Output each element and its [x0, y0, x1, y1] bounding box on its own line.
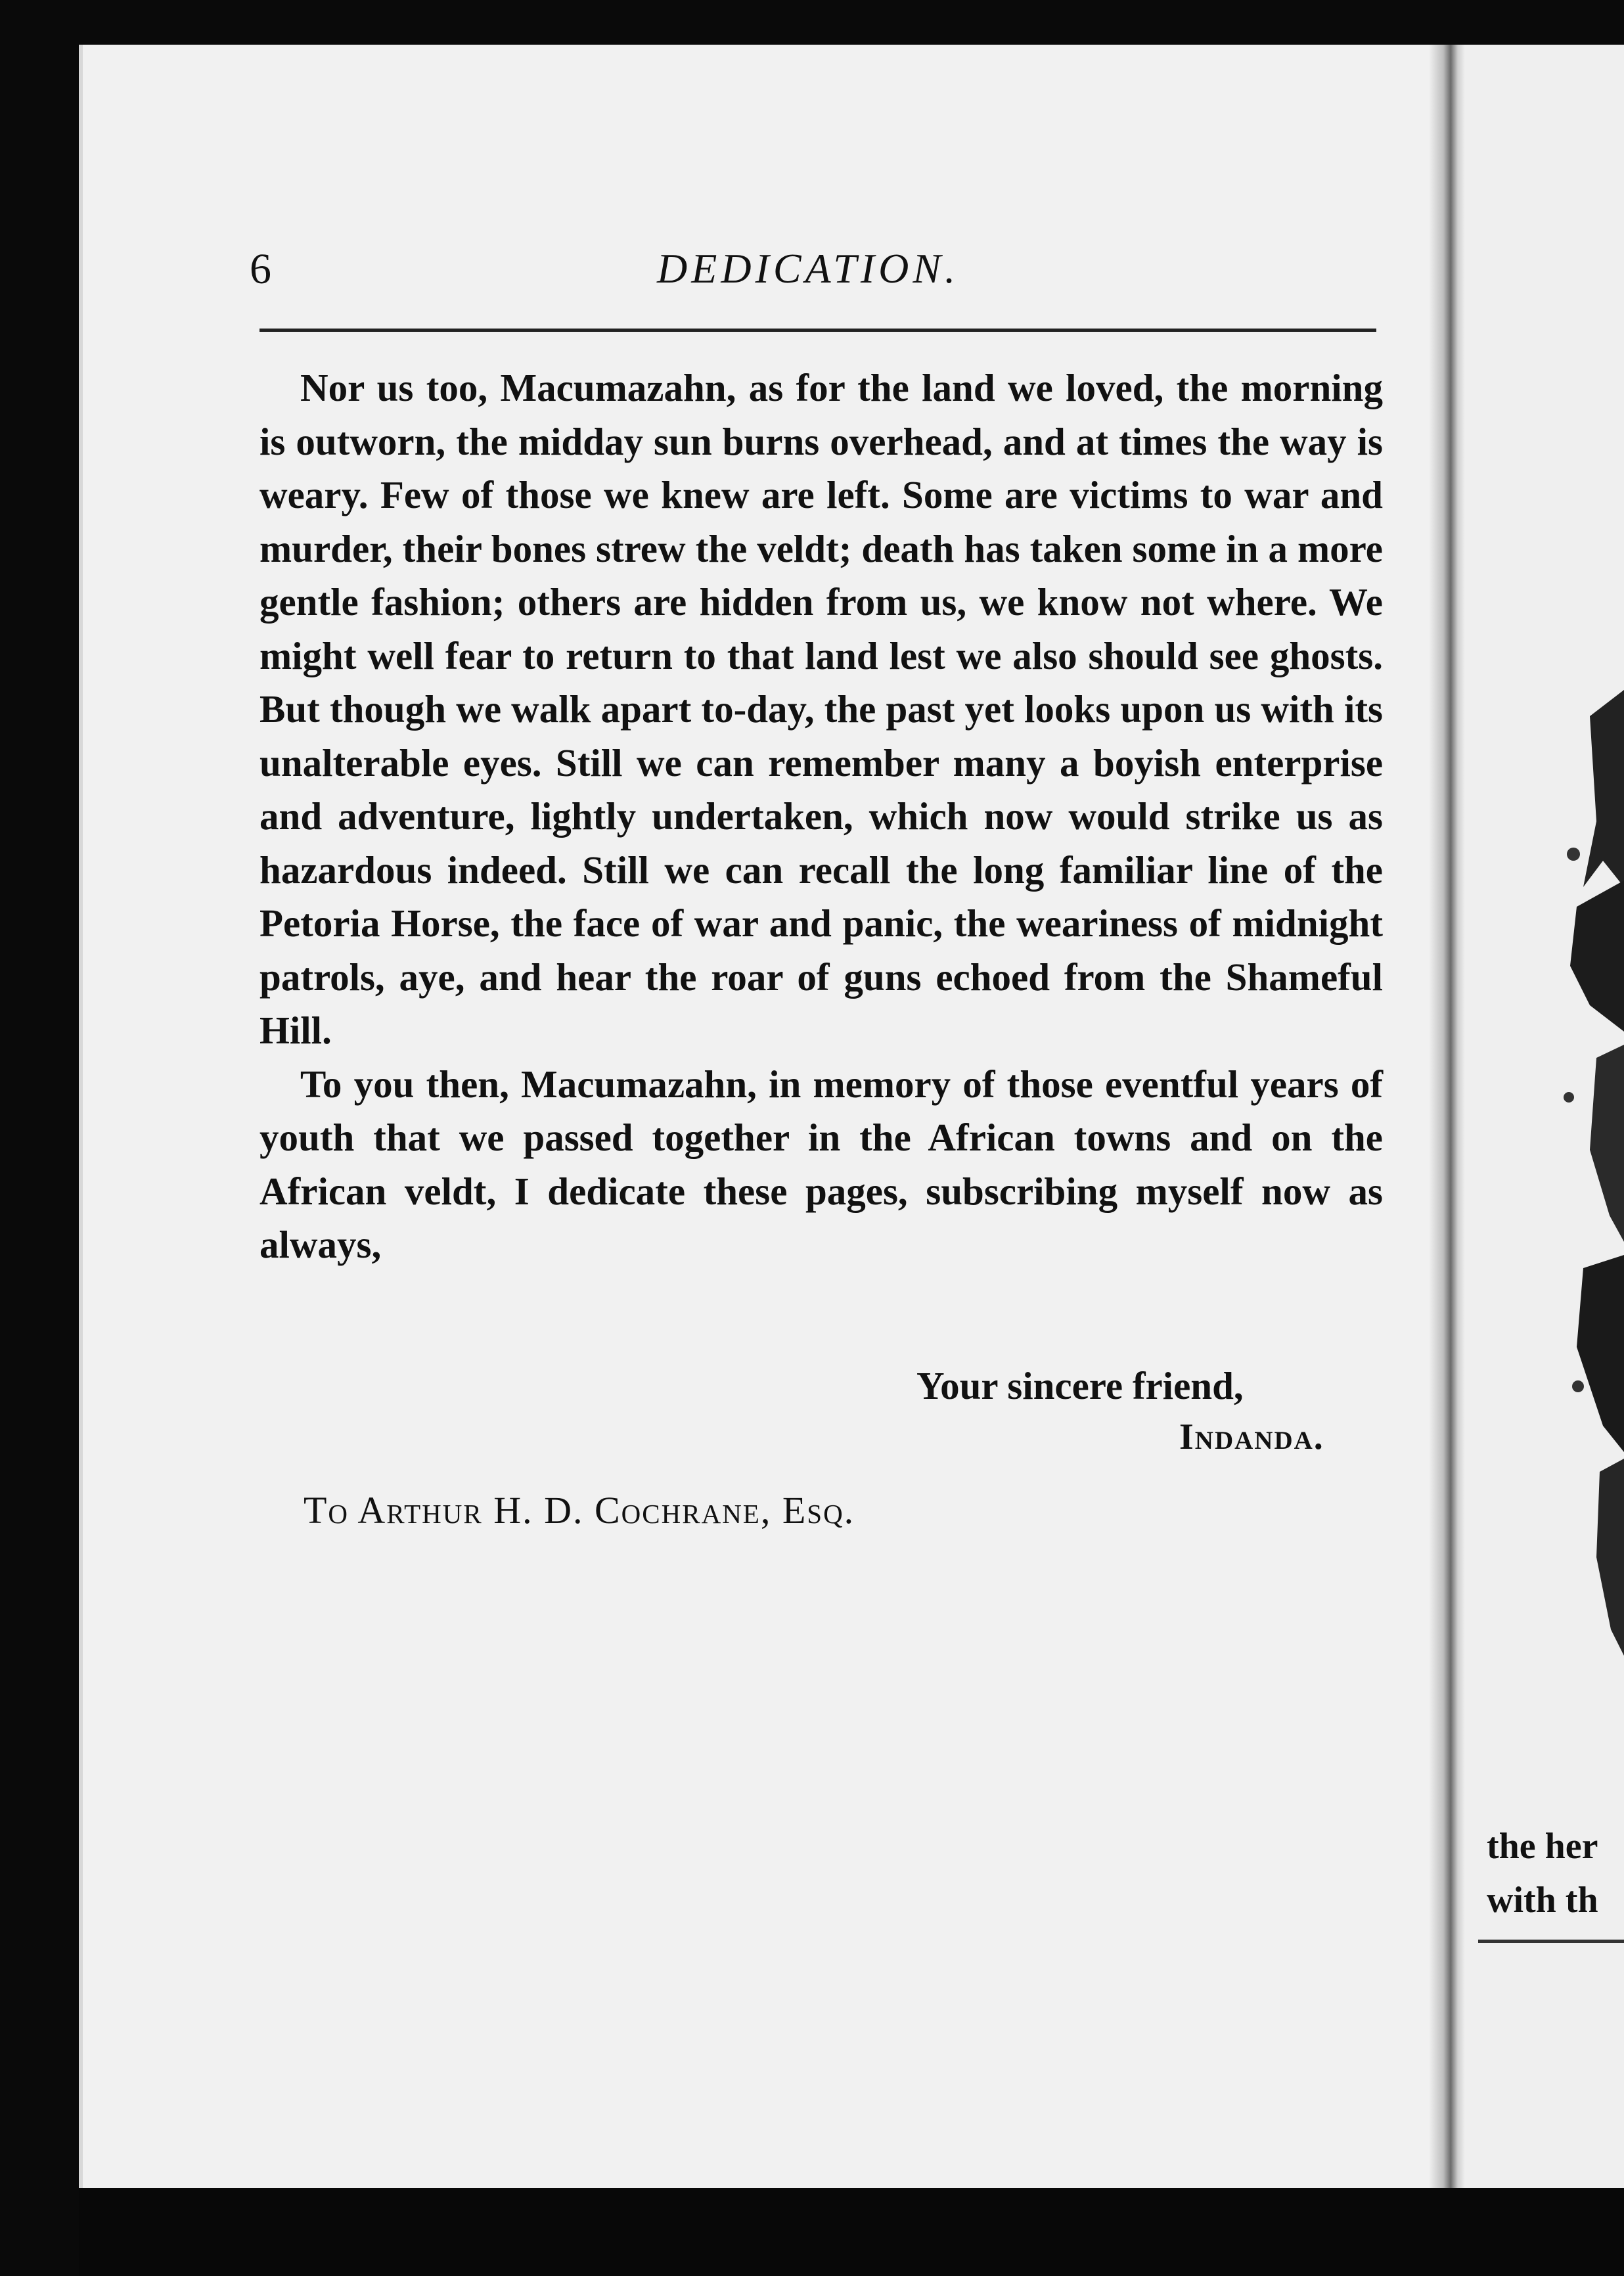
running-head: DEDICATION.	[657, 245, 960, 292]
signature: Indanda.	[1179, 1417, 1324, 1457]
facing-page-rule	[1478, 1940, 1624, 1943]
engraving-fragment	[1550, 690, 1624, 1682]
book-gutter	[1429, 45, 1465, 2188]
dedication-text	[259, 361, 1383, 1272]
paragraph-1: Nor us too, Macumazahn, as for the land we loved, the morning is outworn, the midday sun burns overhead, and at times the way is weary. Few of those we knew are left. Some are victims to war and murder, their bones strew the veldt; death has taken some in a more gentle fashion; others are hidden from us, we know not where. We might well fear to return to that land lest we also should see ghosts. But though we walk apart to-day, the past yet looks upon us with its unalterable eyes. Still we can remember many a boyish enterprise and adventure, lightly undertaken, which now would strike us as hazardous indeed. Still we can recall the long familiar line of the Petoria Horse, the face of war and panic, the weariness of midnight patrols, aye, and hear the roar of guns echoed from the Shameful Hill.	[259, 366, 1383, 1052]
page-header	[250, 244, 1383, 304]
facing-page-line-1: the her	[1487, 1826, 1598, 1867]
header-rule	[259, 329, 1376, 332]
addressee: To Arthur H. D. Cochrane, Esq.	[304, 1489, 855, 1532]
page-number: 6	[250, 245, 272, 293]
facing-page-line-2: with th	[1487, 1880, 1598, 1921]
scan-bottom-edge	[79, 2188, 1624, 2276]
paragraph-2: To you then, Macumazahn, in memory of those eventful years of youth that we passed together in the African towns and on the African veldt, I dedicate these pages, subscribing myself now as always,	[259, 1062, 1383, 1266]
closing-salutation: Your sincere friend,	[916, 1364, 1244, 1407]
